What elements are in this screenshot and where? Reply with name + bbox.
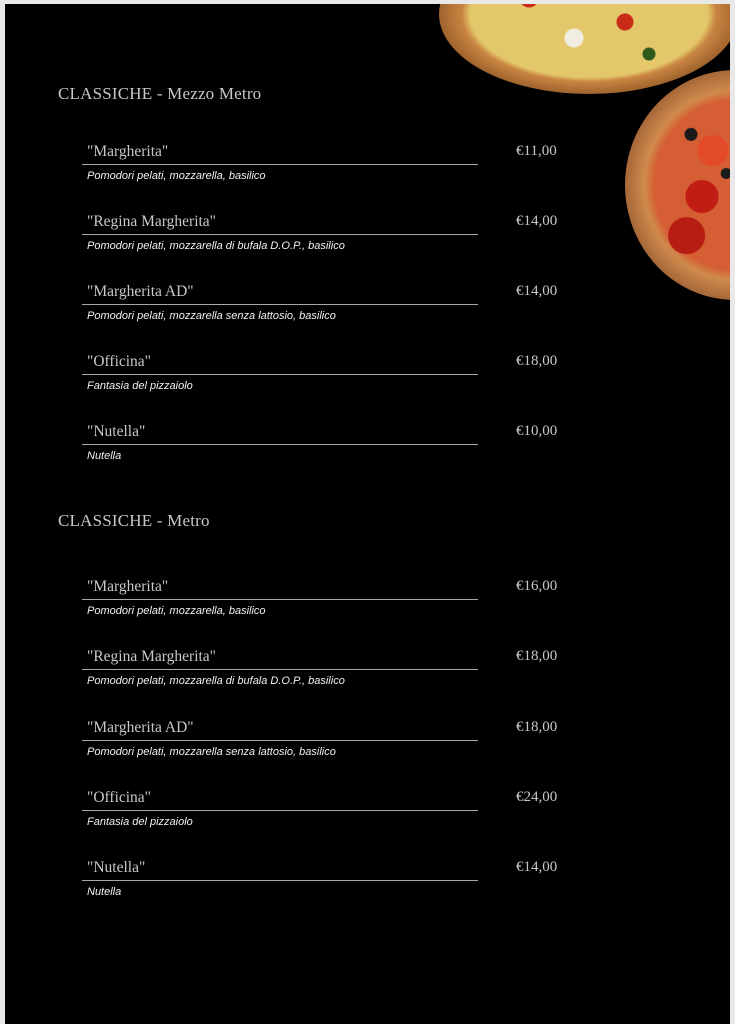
pizza-image-right bbox=[625, 70, 730, 300]
item-divider bbox=[82, 234, 478, 235]
item-name: "Margherita" bbox=[87, 143, 169, 160]
menu-item bbox=[82, 423, 562, 471]
section-title-mezzo-metro: CLASSICHE - Mezzo Metro bbox=[58, 84, 262, 103]
item-name: "Nutella" bbox=[87, 859, 146, 876]
item-description: Pomodori pelati, mozzarella senza lattosio, basilico bbox=[87, 310, 336, 322]
item-price: €14,00 bbox=[516, 283, 558, 299]
menu-item bbox=[82, 283, 562, 331]
item-divider bbox=[82, 880, 478, 881]
menu-item bbox=[82, 719, 562, 767]
item-divider bbox=[82, 669, 478, 670]
item-divider bbox=[82, 444, 478, 445]
item-name: "Margherita AD" bbox=[87, 719, 194, 736]
item-description: Nutella bbox=[87, 450, 122, 462]
item-price: €14,00 bbox=[516, 859, 558, 875]
menu-item bbox=[82, 578, 562, 626]
item-price: €11,00 bbox=[516, 143, 557, 159]
menu-page bbox=[5, 4, 730, 1024]
item-divider bbox=[82, 304, 478, 305]
item-description: Nutella bbox=[87, 886, 122, 898]
menu-item bbox=[82, 143, 562, 191]
item-price: €18,00 bbox=[516, 353, 558, 369]
item-divider bbox=[82, 374, 478, 375]
item-name: "Margherita AD" bbox=[87, 283, 194, 300]
item-divider bbox=[82, 740, 478, 741]
item-price: €18,00 bbox=[516, 719, 558, 735]
item-price: €24,00 bbox=[516, 789, 558, 805]
item-description: Pomodori pelati, mozzarella di bufala D.O.P., basilico bbox=[87, 675, 345, 687]
section-title-metro: CLASSICHE - Metro bbox=[58, 511, 210, 530]
menu-item bbox=[82, 859, 562, 907]
item-name: "Regina Margherita" bbox=[87, 213, 217, 230]
item-description: Fantasia del pizzaiolo bbox=[87, 816, 193, 828]
item-description: Pomodori pelati, mozzarella di bufala D.O.P., basilico bbox=[87, 240, 345, 252]
item-name: "Nutella" bbox=[87, 423, 146, 440]
item-price: €10,00 bbox=[516, 423, 558, 439]
item-price: €14,00 bbox=[516, 213, 558, 229]
menu-item bbox=[82, 353, 562, 401]
item-name: "Officina" bbox=[87, 789, 152, 806]
item-description: Pomodori pelati, mozzarella, basilico bbox=[87, 605, 266, 617]
item-divider bbox=[82, 810, 478, 811]
item-price: €16,00 bbox=[516, 578, 558, 594]
item-divider bbox=[82, 164, 478, 165]
item-price: €18,00 bbox=[516, 648, 558, 664]
item-description: Fantasia del pizzaiolo bbox=[87, 380, 193, 392]
item-name: "Margherita" bbox=[87, 578, 169, 595]
item-description: Pomodori pelati, mozzarella senza lattosio, basilico bbox=[87, 746, 336, 758]
menu-item bbox=[82, 213, 562, 261]
menu-item bbox=[82, 789, 562, 837]
item-name: "Regina Margherita" bbox=[87, 648, 217, 665]
item-name: "Officina" bbox=[87, 353, 152, 370]
item-divider bbox=[82, 599, 478, 600]
menu-item bbox=[82, 648, 562, 696]
item-description: Pomodori pelati, mozzarella, basilico bbox=[87, 170, 266, 182]
